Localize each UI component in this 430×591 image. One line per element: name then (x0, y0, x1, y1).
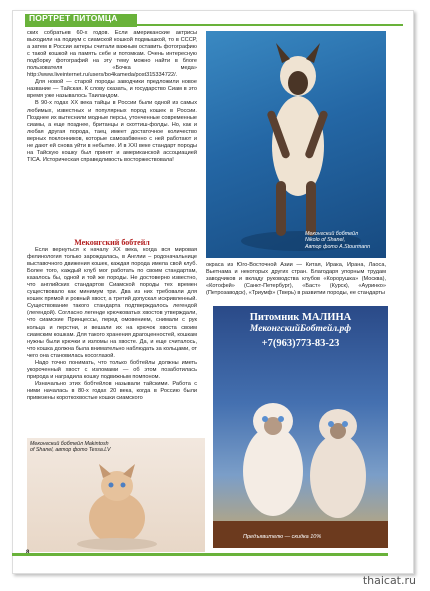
caption-line: of Shanel, автор фото Tessa.LV (30, 447, 111, 454)
caption-line: Меконгский бобтейл (305, 231, 358, 237)
cat-photo-standing (206, 31, 386, 258)
paragraph: Надо точно понимать, что только бобтейлы должны иметь укороченный хвост с изломами — об этом позаботилась природа и наградила кошку подвижным помпоном. (27, 359, 197, 380)
ad-offer: Предъявителю — скидка 10% (243, 534, 322, 540)
sitting-cat-illustration (27, 438, 205, 552)
paragraph: Для новой — старой породы заводчики предложили новое название — Тайская. К слову сказать, и государство Сиам в это время уже называлось Таиландом. (27, 79, 197, 100)
paragraph: окраса из Юго-Восточной Азии — Китая, Ирака, Ирана, Лаоса, Вьетнама и некоторых других стран. Благодаря упорным трудам заводчиков и вкладу руководства клубов «Корорушка» (Москва), «Котофей» (Санкт-Петербург), «Баст» (Курск), «Ауринко» (Петрозаводск), «Триумф» (Тверь) в развитии породы, ее стандарты (206, 262, 386, 297)
caption-line: Nikolo of Shanel, (305, 237, 346, 244)
section-title: ПОРТРЕТ ПИТОМЦА (29, 13, 118, 23)
ad-title: Питомник МАЛИНА (249, 312, 352, 323)
photo-caption (305, 231, 370, 250)
cat-photo-sitting (27, 438, 205, 552)
subheading: Меконгский бобтейл (74, 238, 150, 247)
header-rule (137, 24, 403, 26)
column-right (206, 262, 386, 297)
photo-caption (30, 441, 111, 454)
watermark: thaicat.ru (362, 574, 416, 587)
caption-line: Автор фото A.Stourmann (305, 243, 371, 250)
standing-cat-illustration (206, 31, 386, 258)
ad-cats-illustration (213, 351, 388, 548)
caption-line: Меконгский бобтейл Makintosh (30, 441, 109, 447)
paragraph: В 90-х годах XX века тайцы в России были одной из самых любимых, известных и популярных пород кошек в России. Позднее их вытеснили модные персы, утонченные современные сиамы, а еще позднее, британцы и скоттиш-фолды. Но, как и любая другая порода, таец имеет достаточное количество верных поклонников, которые самозабвенно с ней работают и не дают ей снова уйти в небытие. И в XXI веке стандарт породы на Тайскую кошку был принят и американской ассоциацией TICA. Историческая справедливость восторжествовала! (27, 100, 197, 163)
section-header (13, 11, 413, 27)
footer-rule (12, 553, 388, 556)
column-left-top (27, 30, 197, 164)
cattery-advertisement (213, 306, 388, 548)
column-left-bottom (27, 247, 197, 402)
paragraph: ских собратьев 60-х годов. Если американские актрисы выходили на подиум с сиамской кошкой подмышкой, то в СССР, а затем в России актеры считали важным оставить фотографию с такой кошкой на память себе и потомкам. Очень интересную подборку фотографий на эту тему можно найти в блоге пользователя «Бочка меда» http://www.liveinternet.ru/users/bo4kameda/post315334722/. (27, 30, 197, 79)
ad-phone: +7(963)773-83-23 (261, 338, 340, 349)
paragraph: Если вернуться к началу XX века, когда вся мировая фелинология только зарождалась, в Англии – родоначальнице выставочного движения кошек, каждая порода имела свой клуб. Более того, каждый клуб мог работать по своим стандартам, казалось бы, одной и той же породы. Не достоверно известно, что английских стандартов Сиамской породы тех времен существовало как минимум три. Два из них требовали для кошек прямой и ровный хвост, а третий допускал искривленный. Существование такого стандарта подтверждалось легендой (легендой). Согласно легенде крючковатых хвостов утверждали, что сиамские Принцессы, перед омовением, снимали с рук кольца и перстни, и вешали их на крючок хвоста своим сиамским кошкам. Для такого хранения драгоценностей, кошкам нужны были крючки и изломы на хвосте. Да, и еще считалось, что кошка должна была внимательно наблюдать за кольцами, от чего она становилась косоглазой. (27, 247, 197, 359)
ad-website: МеконгскийБобтейл.рф (249, 324, 352, 334)
paragraph: Изначально этих бобтейлов называли тайскими. Работа с ними началась в 80-х годах 20 века, когда в Россию были привезены короткохвостые кошки сиамского (27, 380, 197, 401)
